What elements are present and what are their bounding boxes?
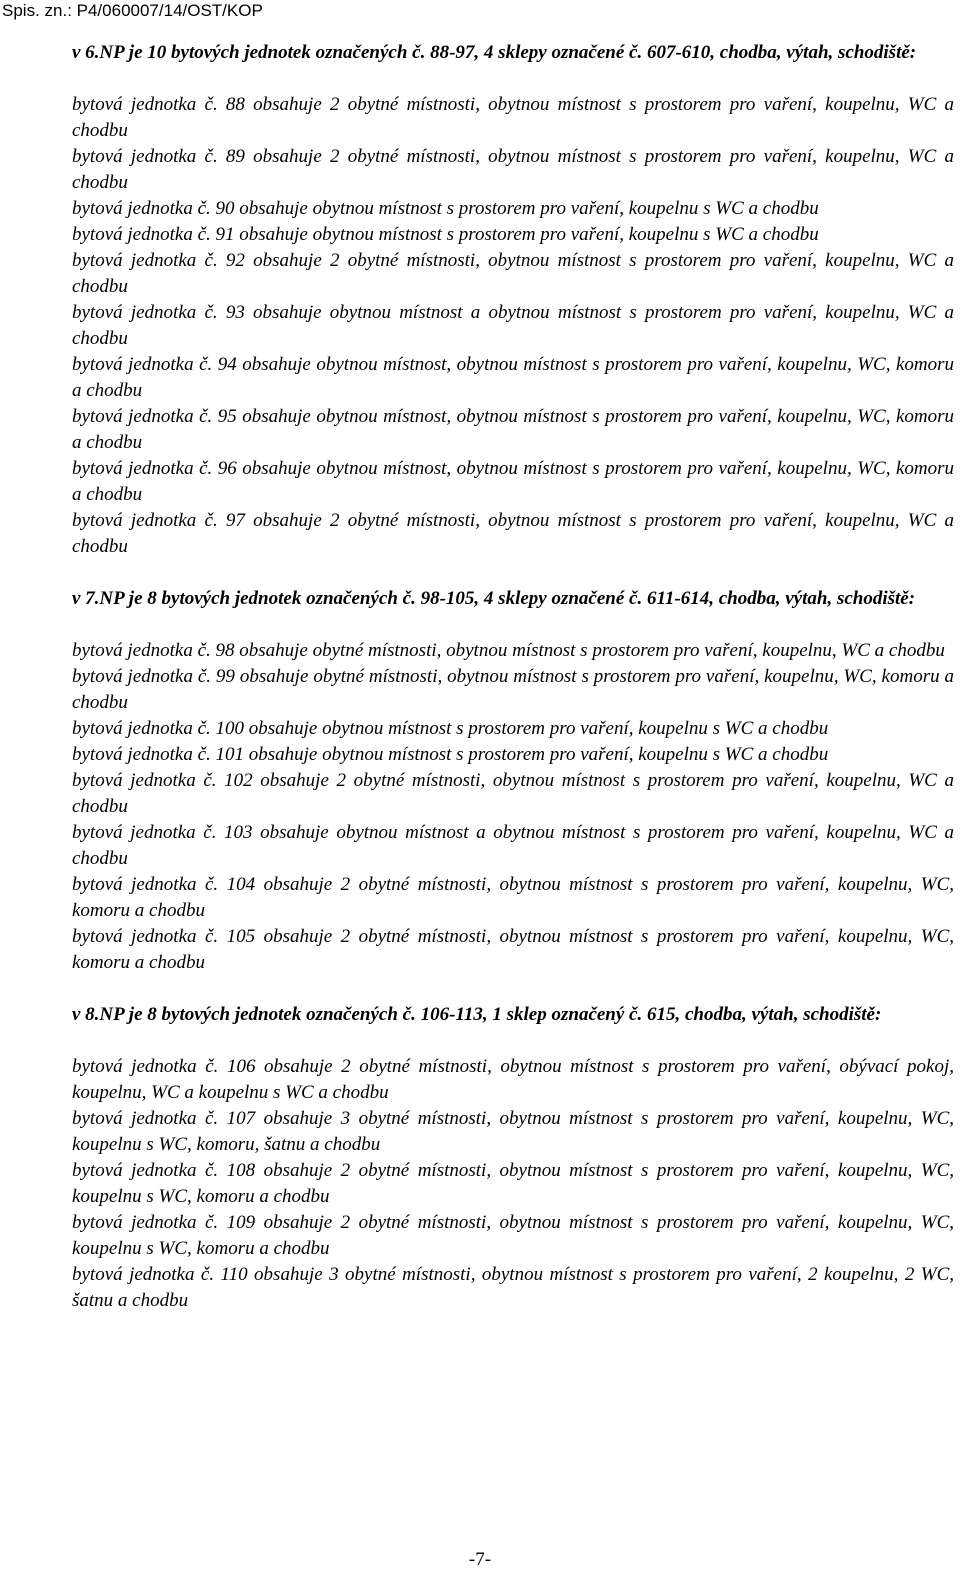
unit-description: bytová jednotka č. 110 obsahuje 3 obytné místnosti, obytnou místnost s prostorem pro vaření, 2 koupelnu, 2 WC, šatnu a chodbu xyxy=(72,1264,954,1311)
spacer xyxy=(72,66,954,92)
unit-description: bytová jednotka č. 96 obsahuje obytnou místnost, obytnou místnost s prostorem pro vaření, koupelnu, WC, komoru a chodbu xyxy=(72,458,954,505)
unit-description: bytová jednotka č. 103 obsahuje obytnou místnost a obytnou místnost s prostorem pro vaření, koupelnu, WC a chodbu xyxy=(72,822,954,869)
floor-heading: v 6.NP je 10 bytových jednotek označených č. 88-97, 4 sklepy označené č. 607-610, chodba, výtah, schodiště: xyxy=(72,42,917,63)
floor-heading: v 8.NP je 8 bytových jednotek označených č. 106-113, 1 sklep označený č. 615, chodba, výtah, schodiště: xyxy=(72,1004,882,1025)
document-body xyxy=(72,40,954,1314)
unit-description: bytová jednotka č. 90 obsahuje obytnou místnost s prostorem pro vaření, koupelnu s WC a chodbu xyxy=(72,198,819,219)
unit-description: bytová jednotka č. 97 obsahuje 2 obytné místnosti, obytnou místnost s prostorem pro vaření, koupelnu, WC a chodbu xyxy=(72,510,954,557)
unit-description: bytová jednotka č. 99 obsahuje obytné místnosti, obytnou místnost s prostorem pro vaření, koupelnu, WC, komoru a chodbu xyxy=(72,666,954,713)
unit-description: bytová jednotka č. 94 obsahuje obytnou místnost, obytnou místnost s prostorem pro vaření, koupelnu, WC, komoru a chodbu xyxy=(72,354,954,401)
floor-section xyxy=(72,40,954,560)
file-reference: Spis. zn.: P4/060007/14/OST/KOP xyxy=(2,1,263,20)
unit-description: bytová jednotka č. 92 obsahuje 2 obytné místnosti, obytnou místnost s prostorem pro vaření, koupelnu, WC a chodbu xyxy=(72,250,954,297)
floor-heading: v 7.NP je 8 bytových jednotek označených č. 98-105, 4 sklepy označené č. 611-614, chodba, výtah, schodiště: xyxy=(72,588,916,609)
unit-description: bytová jednotka č. 104 obsahuje 2 obytné místnosti, obytnou místnost s prostorem pro vaření, koupelnu, WC, komoru a chodbu xyxy=(72,874,954,921)
unit-description: bytová jednotka č. 109 obsahuje 2 obytné místnosti, obytnou místnost s prostorem pro vaření, koupelnu, WC, koupelnu s WC, komoru a chodbu xyxy=(72,1212,954,1259)
unit-description: bytová jednotka č. 106 obsahuje 2 obytné místnosti, obytnou místnost s prostorem pro vaření, obývací pokoj, koupelnu, WC a koupelnu s WC a chodbu xyxy=(72,1056,954,1103)
floor-section xyxy=(72,586,954,976)
spacer xyxy=(72,1028,954,1054)
unit-description: bytová jednotka č. 101 obsahuje obytnou místnost s prostorem pro vaření, koupelnu s WC a chodbu xyxy=(72,744,829,765)
unit-description: bytová jednotka č. 107 obsahuje 3 obytné místnosti, obytnou místnost s prostorem pro vaření, koupelnu, WC, koupelnu s WC, komoru, šatnu a chodbu xyxy=(72,1108,954,1155)
unit-description: bytová jednotka č. 98 obsahuje obytné místnosti, obytnou místnost s prostorem pro vaření, koupelnu, WC a chodbu xyxy=(72,640,945,661)
unit-description: bytová jednotka č. 108 obsahuje 2 obytné místnosti, obytnou místnost s prostorem pro vaření, koupelnu, WC, koupelnu s WC, komoru a chodbu xyxy=(72,1160,954,1207)
spacer xyxy=(72,976,954,1002)
unit-description: bytová jednotka č. 95 obsahuje obytnou místnost, obytnou místnost s prostorem pro vaření, koupelnu, WC, komoru a chodbu xyxy=(72,406,954,453)
unit-description: bytová jednotka č. 89 obsahuje 2 obytné místnosti, obytnou místnost s prostorem pro vaření, koupelnu, WC a chodbu xyxy=(72,146,954,193)
unit-description: bytová jednotka č. 91 obsahuje obytnou místnost s prostorem pro vaření, koupelnu s WC a chodbu xyxy=(72,224,819,245)
unit-description: bytová jednotka č. 105 obsahuje 2 obytné místnosti, obytnou místnost s prostorem pro vaření, koupelnu, WC, komoru a chodbu xyxy=(72,926,954,973)
unit-description: bytová jednotka č. 93 obsahuje obytnou místnost a obytnou místnost s prostorem pro vaření, koupelnu, WC a chodbu xyxy=(72,302,954,349)
spacer xyxy=(72,560,954,586)
unit-description: bytová jednotka č. 100 obsahuje obytnou místnost s prostorem pro vaření, koupelnu s WC a chodbu xyxy=(72,718,829,739)
spacer xyxy=(72,612,954,638)
unit-description: bytová jednotka č. 102 obsahuje 2 obytné místnosti, obytnou místnost s prostorem pro vaření, koupelnu, WC a chodbu xyxy=(72,770,954,817)
page-number: -7- xyxy=(468,1549,492,1570)
unit-description: bytová jednotka č. 88 obsahuje 2 obytné místnosti, obytnou místnost s prostorem pro vaření, koupelnu, WC a chodbu xyxy=(72,94,954,141)
floor-section xyxy=(72,1002,954,1314)
